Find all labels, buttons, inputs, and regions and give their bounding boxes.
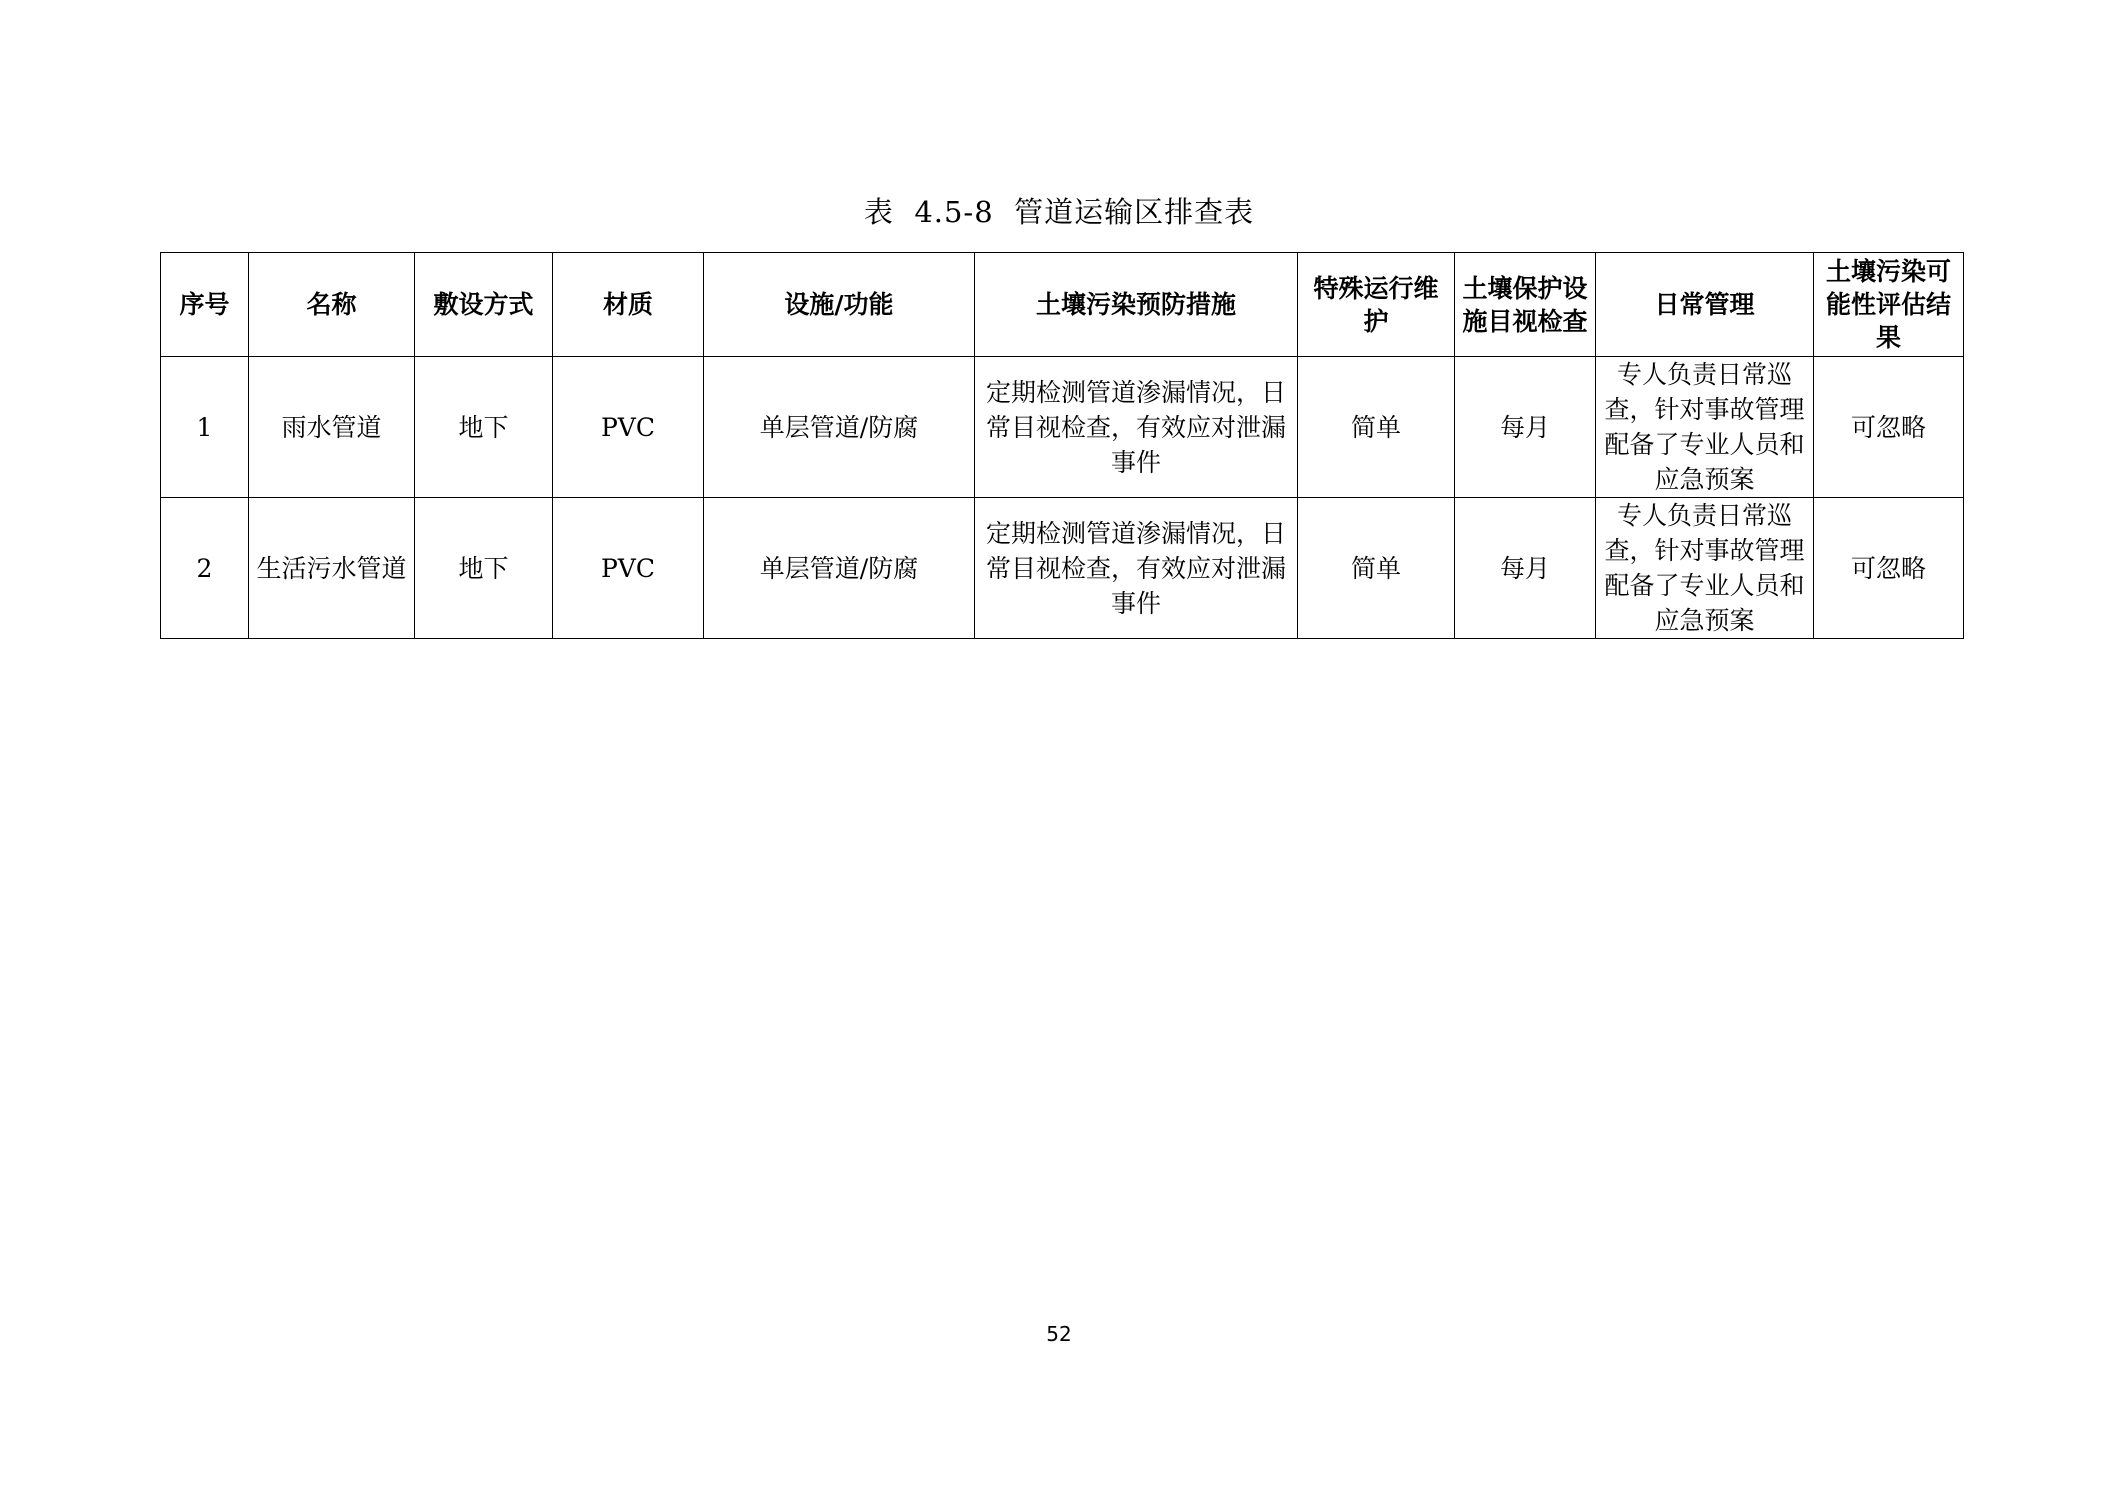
cell-inspection: 每月 [1455, 498, 1596, 639]
cell-laying: 地下 [415, 498, 553, 639]
header-row [161, 253, 1964, 357]
cell-material: PVC [553, 357, 704, 498]
cell-facility: 单层管道/防腐 [704, 498, 975, 639]
table-row [161, 357, 1964, 498]
header-prevention: 土壤污染预防措施 [975, 253, 1298, 357]
header-management: 日常管理 [1596, 253, 1814, 357]
cell-prevention: 定期检测管道渗漏情况，日常目视检查，有效应对泄漏事件 [975, 498, 1298, 639]
header-facility: 设施/功能 [704, 253, 975, 357]
cell-inspection: 每月 [1455, 357, 1596, 498]
pipeline-inspection-table [160, 252, 1964, 639]
inspection-table-container [160, 252, 1963, 639]
cell-maintenance: 简单 [1298, 498, 1455, 639]
cell-name: 生活污水管道 [249, 498, 415, 639]
cell-no: 2 [161, 498, 249, 639]
header-material: 材质 [553, 253, 704, 357]
table-row [161, 498, 1964, 639]
header-maintenance: 特殊运行维护 [1298, 253, 1455, 357]
cell-management: 专人负责日常巡查，针对事故管理配备了专业人员和应急预案 [1596, 357, 1814, 498]
cell-facility: 单层管道/防腐 [704, 357, 975, 498]
caption-number: 4.5-8 [914, 195, 994, 229]
cell-management: 专人负责日常巡查，针对事故管理配备了专业人员和应急预案 [1596, 498, 1814, 639]
header-name: 名称 [249, 253, 415, 357]
cell-result: 可忽略 [1814, 357, 1964, 498]
cell-maintenance: 简单 [1298, 357, 1455, 498]
cell-name: 雨水管道 [249, 357, 415, 498]
cell-result: 可忽略 [1814, 498, 1964, 639]
caption-prefix: 表 [863, 195, 894, 229]
header-no: 序号 [161, 253, 249, 357]
caption-title: 管道运输区排查表 [1014, 195, 1255, 229]
cell-no: 1 [161, 357, 249, 498]
page-number: 52 [1046, 1322, 1072, 1346]
cell-material: PVC [553, 498, 704, 639]
header-laying: 敷设方式 [415, 253, 553, 357]
header-inspection: 土壤保护设施目视检查 [1455, 253, 1596, 357]
cell-prevention: 定期检测管道渗漏情况，日常目视检查，有效应对泄漏事件 [975, 357, 1298, 498]
cell-laying: 地下 [415, 357, 553, 498]
header-result: 土壤污染可能性评估结果 [1814, 253, 1964, 357]
table-caption [0, 192, 2118, 232]
